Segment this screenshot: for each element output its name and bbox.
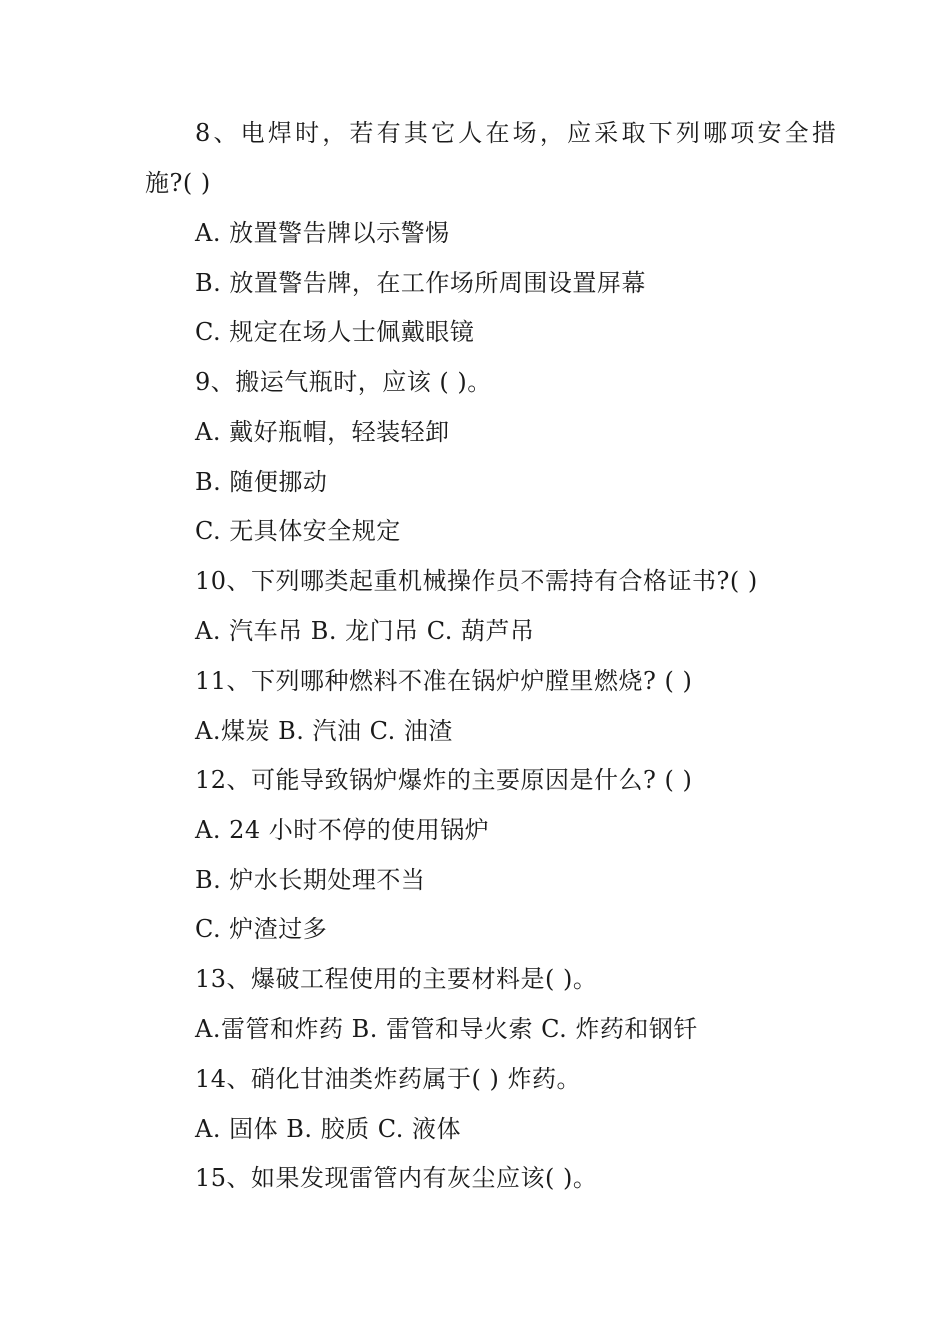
question-11-options: A.煤炭 B. 汽油 C. 油渣 (195, 717, 453, 745)
question-9-option-c: C. 无具体安全规定 (195, 517, 401, 545)
question-8-option-a: A. 放置警告牌以示警惕 (195, 219, 450, 247)
question-9-option-b: B. 随便挪动 (195, 468, 328, 496)
question-10-options: A. 汽车吊 B. 龙门吊 C. 葫芦吊 (195, 617, 535, 645)
question-9-option-a: A. 戴好瓶帽，轻装轻卸 (195, 418, 450, 446)
question-13-text: 13、爆破工程使用的主要材料是( )。 (195, 965, 598, 993)
question-11-text: 11、下列哪种燃料不准在锅炉炉膛里燃烧? ( ) (195, 667, 693, 695)
question-12-option-b: B. 炉水长期处理不当 (195, 866, 426, 894)
question-14-text: 14、硝化甘油类炸药属于( ) 炸药。 (195, 1065, 582, 1093)
question-13-options: A.雷管和炸药 B. 雷管和导火索 C. 炸药和钢钎 (195, 1015, 698, 1043)
question-8-option-b: B. 放置警告牌，在工作场所周围设置屏幕 (195, 269, 646, 297)
question-15-text: 15、如果发现雷管内有灰尘应该( )。 (195, 1164, 598, 1192)
question-12-option-a: A. 24 小时不停的使用锅炉 (195, 816, 490, 844)
question-8-text: 8、电焊时，若有其它人在场，应采取下列哪项安全措 (195, 119, 840, 147)
question-14-options: A. 固体 B. 胶质 C. 液体 (195, 1115, 462, 1143)
question-12-text: 12、可能导致锅炉爆炸的主要原因是什么? ( ) (195, 766, 693, 794)
question-12-option-c: C. 炉渣过多 (195, 915, 328, 943)
question-8-option-c: C. 规定在场人士佩戴眼镜 (195, 318, 475, 346)
question-10-text: 10、下列哪类起重机械操作员不需持有合格证书?( ) (195, 567, 758, 595)
question-8-text-continued: 施?( ) (145, 169, 211, 197)
question-9-text: 9、搬运气瓶时，应该 ( )。 (195, 368, 492, 396)
